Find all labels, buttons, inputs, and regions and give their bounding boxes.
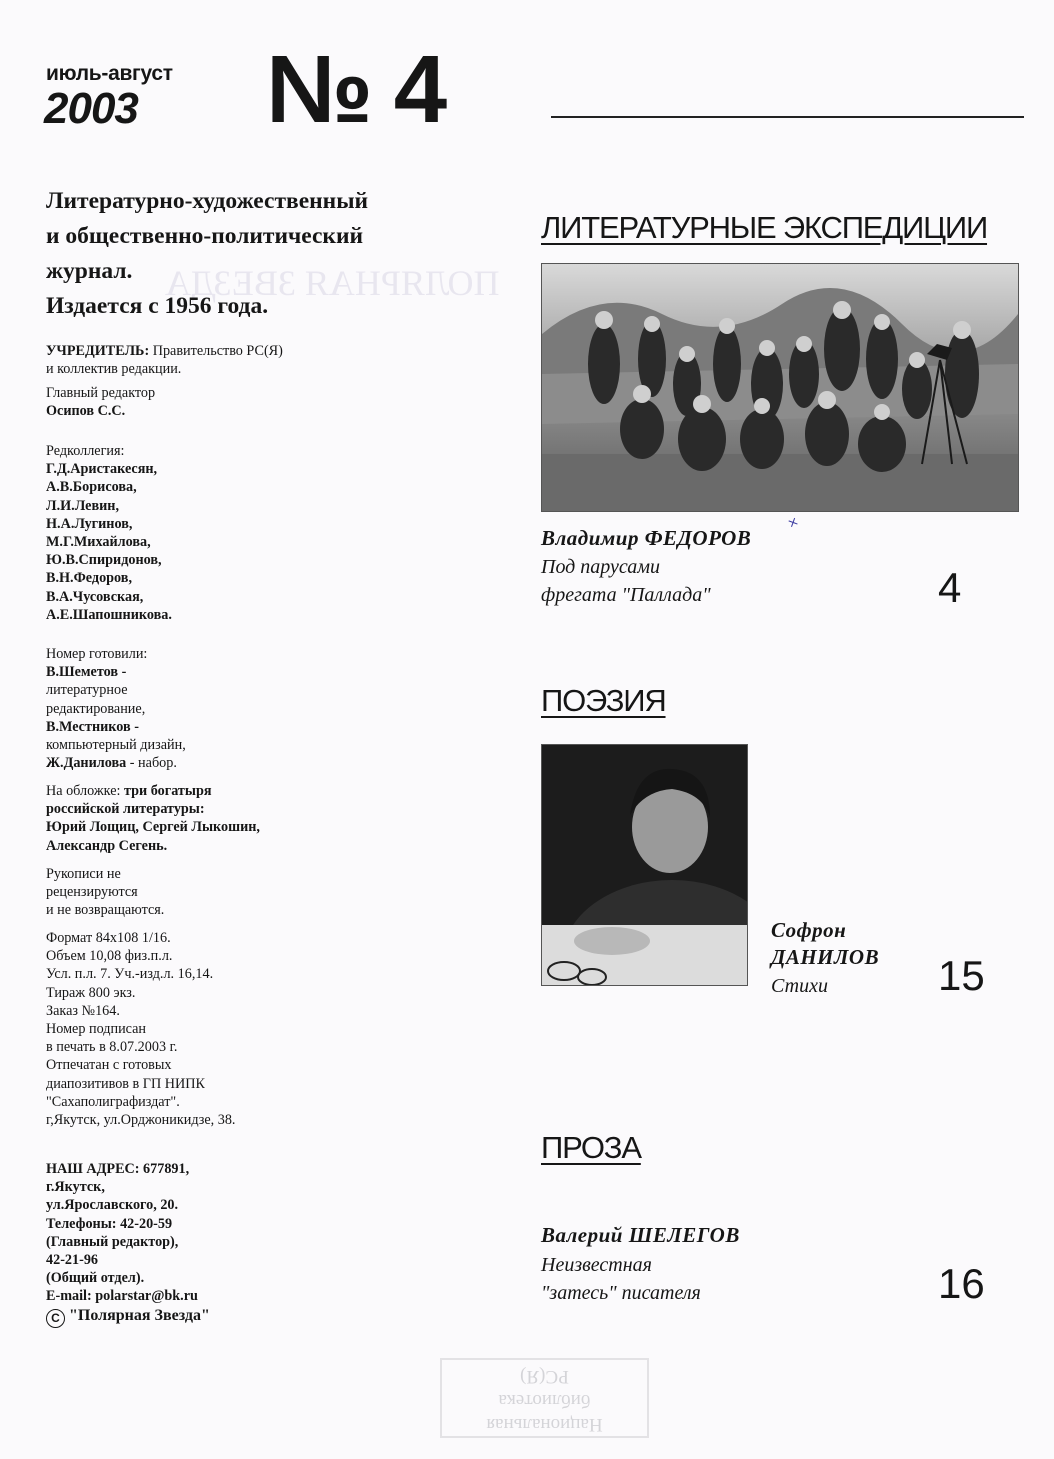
issue-year: 2003 [44,84,138,133]
work-shelegov [541,1251,701,1307]
print-line: г,Якутск, ул.Орджоникидзе, 38. [46,1112,236,1129]
work-title-line: Под парусами [541,556,661,578]
editorial-board [46,442,446,624]
work-title-line: "затесь" писателя [541,1282,701,1304]
founder-block [46,342,446,378]
editor-block [46,384,446,420]
email-address[interactable]: E-mail: polarstar@bk.ru [46,1288,198,1305]
board-member: В.А.Чусовская, [46,588,144,605]
copyright-text: "Полярная Звезда" [69,1307,210,1324]
staff-role: редактирование, [46,700,146,717]
editor-label: Главный редактор [46,385,156,401]
address-line: (Главный редактор), [46,1233,179,1250]
print-line: Формат 84x108 1/16. [46,930,171,946]
subtitle-line: журнал. [46,258,133,284]
founder-label: УЧРЕДИТЕЛЬ: [46,343,150,359]
print-line: Отпечатан с готовых [46,1057,172,1074]
header-rule [551,116,1024,118]
page-number: 16 [938,1260,985,1307]
cover-text: российской литературы: [46,801,205,818]
print-line: "Сахаполиграфиздат". [46,1093,180,1110]
cover-text: три богатыря [124,783,212,799]
portrait-danilov [541,744,748,986]
author-shelegov: Валерий ШЕЛЕГОВ [541,1223,740,1247]
print-line: Номер подписан [46,1021,147,1038]
copyright [46,1307,210,1328]
address-line: ул.Ярославского, 20. [46,1197,179,1214]
author-last-name: ДАНИЛОВ [771,945,880,969]
manuscripts-line: и не возвращаются. [46,902,165,919]
print-line: диапозитивов в ГП НИПК [46,1075,205,1092]
page-number: 4 [938,564,962,611]
board-label: Редколлегия: [46,443,125,459]
portrait-image [542,745,747,985]
copyright-icon: C [46,1309,65,1328]
section-title-poetry: ПОЭЗИЯ [541,683,666,718]
manuscripts-note [46,865,446,920]
expedition-group-photo [541,263,1019,512]
stamp-line: Национальная [486,1414,603,1435]
print-line: Усл. п.л. 7. Уч.-изд.л. 16,14. [46,966,214,983]
cover-text: Юрий Лощиц, Сергей Лыкошин, [46,819,260,836]
manuscripts-line: рецензируются [46,884,138,901]
print-line: Тираж 800 экз. [46,984,136,1001]
author-first-name: Софрон [771,918,847,942]
author-danilov [771,917,879,971]
staff-role: литературное [46,682,128,699]
staff-name: Ж.Данилова [46,755,127,772]
section-title-prose: ПРОЗА [541,1130,641,1165]
subtitle-line: и общественно-политический [46,223,364,249]
board-member: М.Г.Михайлова, [46,534,151,551]
cover-text: Александр Сегень. [46,837,168,854]
stamp-line: библиотека [498,1390,591,1411]
journal-subtitle [46,184,446,324]
staff-name: В.Шеметов - [46,664,127,681]
issue-months: июль-август [46,62,173,85]
staff-role: компьютерный дизайн, [46,737,186,754]
work-title-line: фрегата "Паллада" [541,584,711,606]
board-member: В.Н.Федоров, [46,570,132,587]
issue-number: № 4 [266,36,445,143]
prepared-by-block [46,645,446,772]
staff-name: В.Местников - [46,718,139,735]
work-title-line: Неизвестная [541,1254,652,1276]
stamp-line: РС(Я) [520,1366,569,1387]
board-member: Л.И.Левин, [46,497,120,514]
print-line: в печать в 8.07.2003 г. [46,1039,178,1056]
manuscripts-line: Рукописи не [46,866,121,882]
subtitle-line: Издается с 1956 года. [46,293,269,319]
board-member: Ю.В.Спиридонов, [46,552,162,569]
work-fedorov [541,553,711,609]
ghost-logo-watermark: ПОЛЯРНАЯ ЗВЕЗДА [165,263,500,303]
editor-name: Осипов С.С. [46,403,126,420]
page-number: 15 [938,952,985,999]
print-details [46,929,446,1129]
author-fedorov: Владимир ФЕДОРОВ [541,526,752,550]
subtitle-line: Литературно-художественный [46,188,369,214]
founder-text: Правительство РС(Я) [149,343,283,359]
address-line: (Общий отдел). [46,1270,145,1287]
staff-role: - набор. [126,755,177,772]
address-line: НАШ АДРЕС: 677891, [46,1161,190,1177]
print-line: Заказ №164. [46,1002,120,1019]
board-member: Н.А.Лугинов, [46,515,133,532]
handwritten-mark: + [783,510,802,536]
address-block [46,1160,446,1306]
address-line: 42-21-96 [46,1252,99,1269]
board-member: Г.Д.Аристакесян, [46,461,158,478]
section-title-expeditions: ЛИТЕРАТУРНЫЕ ЭКСПЕДИЦИИ [541,210,988,245]
work-danilov: Стихи [771,975,828,997]
founder-text: и коллектив редакции. [46,361,182,378]
prepared-label: Номер готовили: [46,646,148,662]
board-member: А.В.Борисова, [46,479,137,496]
print-line: Объем 10,08 физ.п.л. [46,948,173,965]
board-member: А.Е.Шапошникова. [46,606,172,623]
cover-label: На обложке: [46,783,124,799]
cover-note [46,782,446,855]
address-line: Телефоны: 42-20-59 [46,1215,173,1232]
library-stamp [440,1358,649,1438]
address-line: г.Якутск, [46,1179,105,1196]
expedition-photo-image [542,264,1018,511]
